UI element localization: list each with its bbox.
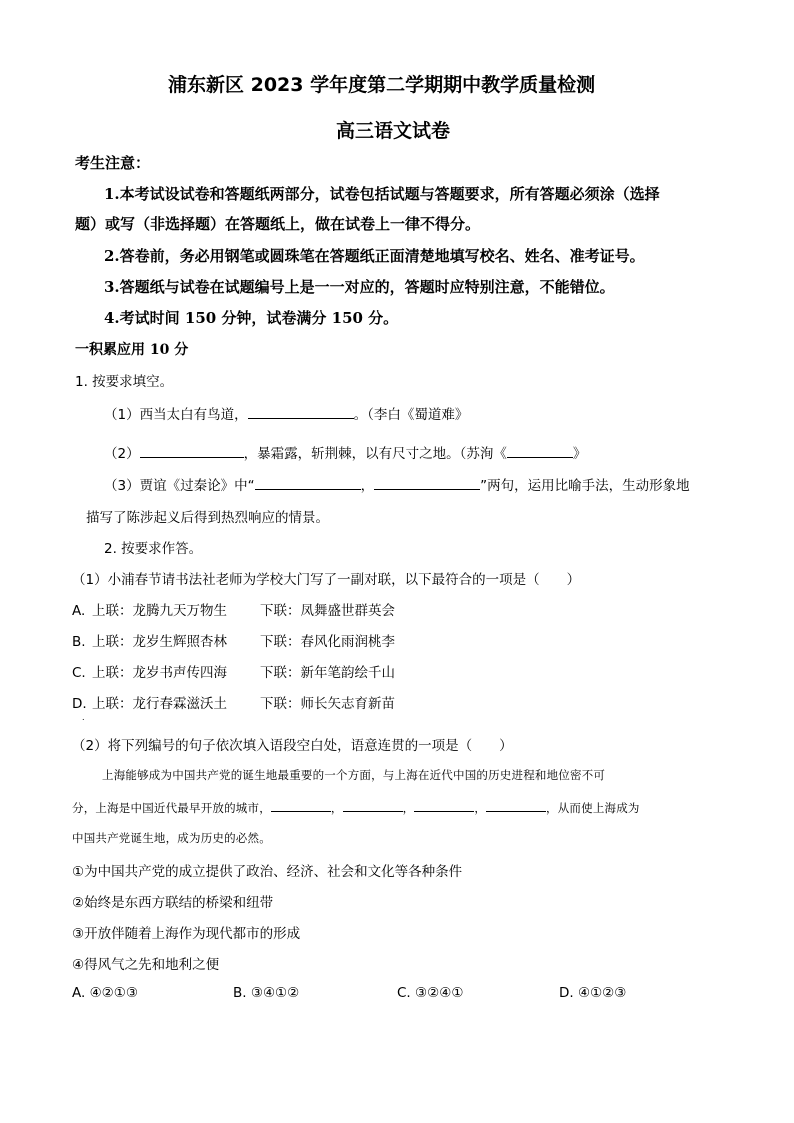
question-1-stem: 1. 按要求填空。 [75, 374, 174, 390]
choice-d[interactable]: D. ④①②③ [559, 985, 627, 1001]
notice-item-3: 3.答题纸与试卷在试题编号上是一一对应的，答题时应特别注意，不能错位。 [104, 278, 615, 296]
exam-subtitle: 高三语文试卷 [336, 120, 451, 142]
section-heading: 一积累应用 10 分 [75, 342, 189, 358]
option-label: A. [72, 603, 86, 619]
sentence-2: ②始终是东西方联结的桥梁和纽带 [72, 895, 274, 911]
question-1-sub-2 [104, 442, 586, 462]
question-2-part-1-stem: （1）小浦春节请书法社老师为学校大门写了一副对联，以下最符合的一项是（ ） [72, 572, 581, 588]
answer-blank[interactable] [414, 799, 474, 812]
passage-2-prefix: 分，上海是中国近代最早开放的城市， [72, 801, 271, 815]
answer-blank[interactable] [140, 445, 244, 458]
question-1-sub-3-cont: 描写了陈涉起义后得到热烈响应的情景。 [86, 510, 329, 526]
answer-blank[interactable] [255, 477, 361, 490]
option-c-lower: 下联：新年笔韵绘千山 [260, 665, 395, 681]
sub3-suffix: ”两句，运用比喻手法，生动形象地 [480, 478, 690, 494]
sub2-suffix: 》 [572, 446, 587, 462]
exam-title: 浦东新区 2023 学年度第二学期期中教学质量检测 [168, 74, 596, 96]
option-d-lower: 下联：师长矢志育新苗 [260, 696, 395, 712]
notice-item-2: 2.答卷前，务必用钢笔或圆珠笔在答题纸正面清楚地填写校名、姓名、准考证号。 [104, 247, 645, 265]
option-c[interactable] [72, 661, 227, 681]
passage-line-2 [72, 799, 640, 816]
stray-dot: . [82, 713, 85, 722]
choice-c[interactable]: C. ③②④① [397, 985, 464, 1001]
option-label: D. [72, 696, 87, 712]
option-upper: 上联：龙岁生辉照杏林 [92, 634, 227, 650]
sub3-prefix: （3）贾谊《过秦论》中“ [104, 478, 255, 494]
sub3-middle: ， [360, 478, 375, 494]
answer-blank[interactable] [271, 799, 331, 812]
answer-blank[interactable] [486, 799, 546, 812]
notice-item-1: 1.本考试设试卷和答题纸两部分，试卷包括试题与答题要求，所有答题必须涂（选择 [104, 185, 660, 203]
passage-sep: ， [402, 801, 415, 815]
question-1-sub-3 [104, 474, 690, 494]
question-2-stem: 2. 按要求作答。 [104, 541, 203, 557]
choice-b[interactable]: B. ③④①② [233, 985, 300, 1001]
sentence-4: ④得风气之先和地利之便 [72, 957, 220, 973]
sentence-3: ③开放伴随着上海作为现代都市的形成 [72, 926, 301, 942]
answer-blank[interactable] [507, 445, 573, 458]
sub1-prefix: （1）西当太白有鸟道， [104, 407, 248, 423]
question-1-sub-1 [104, 403, 468, 423]
passage-line-3: 中国共产党诞生地，成为历史的必然。 [72, 831, 271, 845]
answer-blank[interactable] [374, 477, 480, 490]
sentence-1: ①为中国共产党的成立提供了政治、经济、社会和文化等各种条件 [72, 864, 463, 880]
option-upper: 上联：龙腾九天万物生 [92, 603, 227, 619]
passage-sep: ， [474, 801, 487, 815]
notice-heading: 考生注意： [75, 154, 151, 172]
option-d[interactable] [72, 692, 227, 712]
option-b[interactable] [72, 630, 227, 650]
option-upper: 上联：龙行春霖滋沃土 [92, 696, 227, 712]
option-upper: 上联：龙岁书声传四海 [92, 665, 227, 681]
sub1-suffix: 。（李白《蜀道难》 [353, 407, 469, 423]
question-2-part-2-stem: （2）将下列编号的句子依次填入语段空白处，语意连贯的一项是（ ） [72, 738, 513, 754]
option-a-lower: 下联：凤舞盛世群英会 [260, 603, 395, 619]
option-a[interactable] [72, 599, 227, 619]
option-b-lower: 下联：春风化雨润桃李 [260, 634, 395, 650]
answer-blank[interactable] [343, 799, 403, 812]
notice-item-4: 4.考试时间 150 分钟，试卷满分 150 分。 [104, 309, 399, 327]
option-label: B. [72, 634, 86, 650]
sub2-middle: ，暴霜露，斩荆棘，以有尺寸之地。（苏洵《 [243, 446, 507, 462]
sub2-prefix: （2） [104, 446, 140, 462]
choice-a[interactable]: A. ④②①③ [72, 985, 138, 1001]
passage-line-1: 上海能够成为中国共产党的诞生地最重要的一个方面，与上海在近代中国的历史进程和地位密不可 [102, 768, 606, 782]
passage-2-suffix: ，从而使上海成为 [546, 801, 640, 815]
notice-item-1-cont: 题）或写（非选择题）在答题纸上，做在试卷上一律不得分。 [75, 215, 481, 233]
passage-sep: ， [330, 801, 343, 815]
answer-blank[interactable] [248, 406, 354, 419]
option-label: C. [72, 665, 86, 681]
